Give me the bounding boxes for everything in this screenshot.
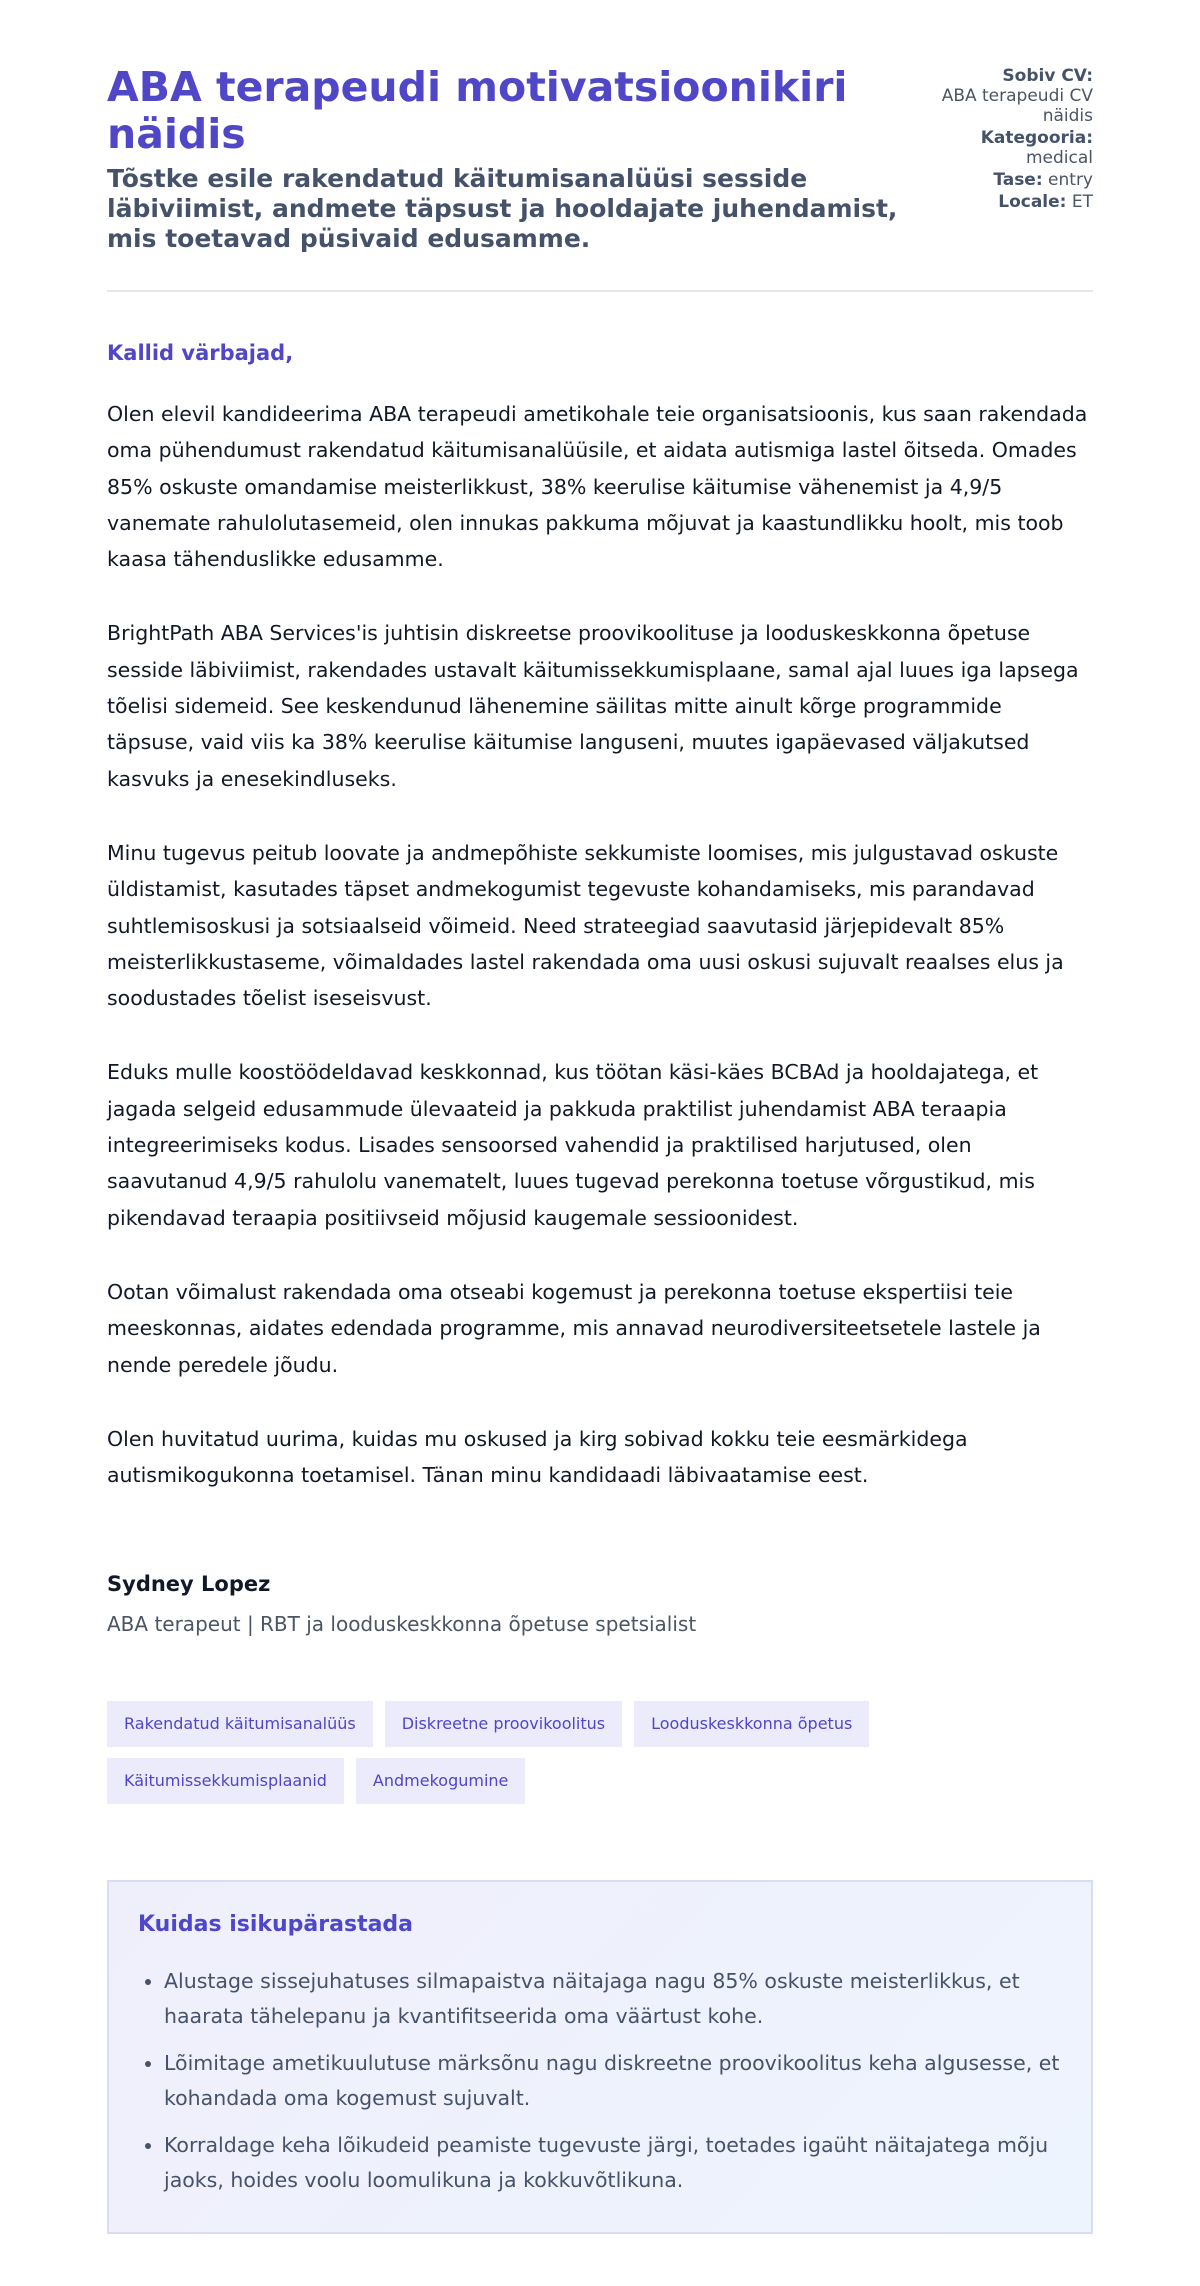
meta-locale (900, 192, 1093, 212)
letter-paragraph: BrightPath ABA Services'is juhtisin diskreetse proovikoolituse ja looduskeskkonna õpetuse sesside läbiviimist, rakendades ustavalt käitumissekkumisplaane, samal ajal luues iga lapsega tõelisi sidemeid. See keskendunud lähenemine säilitas mitte ainult kõrge programmide täpsuse, vaid viis ka 38% keerulise käitumise languseni, muutes igapäevased väljakutsed kasvuks ja enesekindluseks. (107, 621, 1079, 791)
meta-level (900, 170, 1093, 190)
skill-tag: Looduskeskkonna õpetus (634, 1701, 869, 1747)
meta-level-label: Tase: (993, 170, 1043, 190)
meta-cv-value: ABA terapeudi CV näidis (941, 86, 1093, 126)
meta-cv (900, 66, 1093, 126)
letter-paragraph: Eduks mulle koostöödeldavad keskkonnad, kus töötan käsi-käes BCBAd ja hooldajatega, et jagada selgeid edusammude ülevaateid ja pakkuda praktilist juhendamist ABA teraapia integreerimiseks kodus. Lisades sensoorsed vahendid ja praktilised harjutused, olen saavutanud 4,9/5 rahulolu vanematelt, luues tugevad perekonna toetuse võrgustikud, mis pikendavad teraapia positiivseid mõjusid kaugemale sessioonidest. (107, 1060, 1039, 1230)
letter-paragraph: Minu tugevus peitub loovate ja andmepõhiste sekkumiste loomises, mis julgustavad oskuste üldistamist, kasutades täpset andmekogumist tegevuste kohandamiseks, mis parandavad suhtlemisoskusi ja sotsiaalseid võimeid. Need strateegiad saavutasid järjepidevalt 85% meisterlikkustaseme, võimaldades lastel rakendada oma uusi oskusi sujuvalt reaalses elus ja soodustades tõelist iseseisvust. (107, 840, 1064, 1011)
letter-body (107, 340, 1093, 1637)
signature-name: Sydney Lopez (107, 1572, 271, 1597)
skill-tag: Käitumissekkumisplaanid (107, 1758, 344, 1804)
meta-level-value: entry (1048, 170, 1093, 190)
meta-category (900, 128, 1093, 168)
meta-panel (900, 64, 1093, 214)
skill-tag: Diskreetne proovikoolitus (385, 1701, 622, 1747)
tip-item: • Alustage sissejuhatuses silmapaistva näitajaga nagu 85% oskuste meisterlikkus, et haarata tähelepanu ja kvantifitseerida oma väärtust kohe. (164, 1964, 1061, 2034)
personalize-tips-box (107, 1880, 1093, 2234)
meta-category-value: medical (1025, 148, 1093, 168)
header-titles (107, 64, 900, 254)
meta-locale-label: Locale: (998, 192, 1067, 212)
header-divider (107, 290, 1093, 292)
letter-paragraph: Olen elevil kandideerima ABA terapeudi ametikohale teie organisatsioonis, kus saan rakendada oma pühendumust rakendatud käitumisanalüüsile, et aidata autismiga lastel õitseda. Omades 85% oskuste omandamise meisterlikkust, 38% keerulise käitumise vähenemist ja 4,9/5 vanemate rahulolutasemeid, olen innukas pakkuma mõjuvat ja kaastundlikku hoolt, mis toob kaasa tähenduslikke edusamme. (107, 402, 1088, 572)
skill-tags (107, 1701, 1007, 1804)
tip-item: • Lõimitage ametikuulutuse märksõnu nagu diskreetne proovikoolitus keha algusesse, et kohandada oma kogemust sujuvalt. (164, 2046, 1061, 2116)
letter-paragraph: Olen huvitatud uurima, kuidas mu oskused ja kirg sobivad kokku teie eesmärkidega autismikogukonna toetamisel. Tänan minu kandidaadi läbivaatamise eest. (107, 1426, 968, 1488)
skill-tag: Andmekogumine (356, 1758, 525, 1804)
skill-tag: Rakendatud käitumisanalüüs (107, 1701, 373, 1747)
signature-title: ABA terapeut | RBT ja looduskeskkonna õpetuse spetsialist (107, 1612, 697, 1637)
tip-item: • Korraldage keha lõikudeid peamiste tugevuste järgi, toetades igaüht näitajatega mõju jaoks, hoides voolu loomulikuna ja kokkuvõtlikuna. (164, 2128, 1061, 2198)
tips-title: Kuidas isikupärastada (138, 1912, 414, 1938)
meta-cv-label: Sobiv CV: (1002, 66, 1093, 86)
page-subtitle: Tõstke esile rakendatud käitumisanalüüsi sesside läbiviimist, andmete täpsust ja hooldajate juhendamist, mis toetavad püsivaid edusamme. (107, 164, 898, 253)
meta-locale-value: ET (1071, 192, 1093, 212)
letter-paragraph: Ootan võimalust rakendada oma otseabi kogemust ja perekonna toetuse ekspertiisi teie meeskonnas, aidates edendada programme, mis annavad neurodiversiteetsetele lastele ja nende peredele jõudu. (107, 1279, 1041, 1377)
letter-salutation: Kallid värbajad, (107, 341, 294, 365)
tips-list (138, 1964, 1061, 2198)
page-header (107, 64, 1093, 254)
page-title: ABA terapeudi motivatsioonikiri näidis (107, 63, 848, 158)
meta-category-label: Kategooria: (980, 128, 1093, 148)
